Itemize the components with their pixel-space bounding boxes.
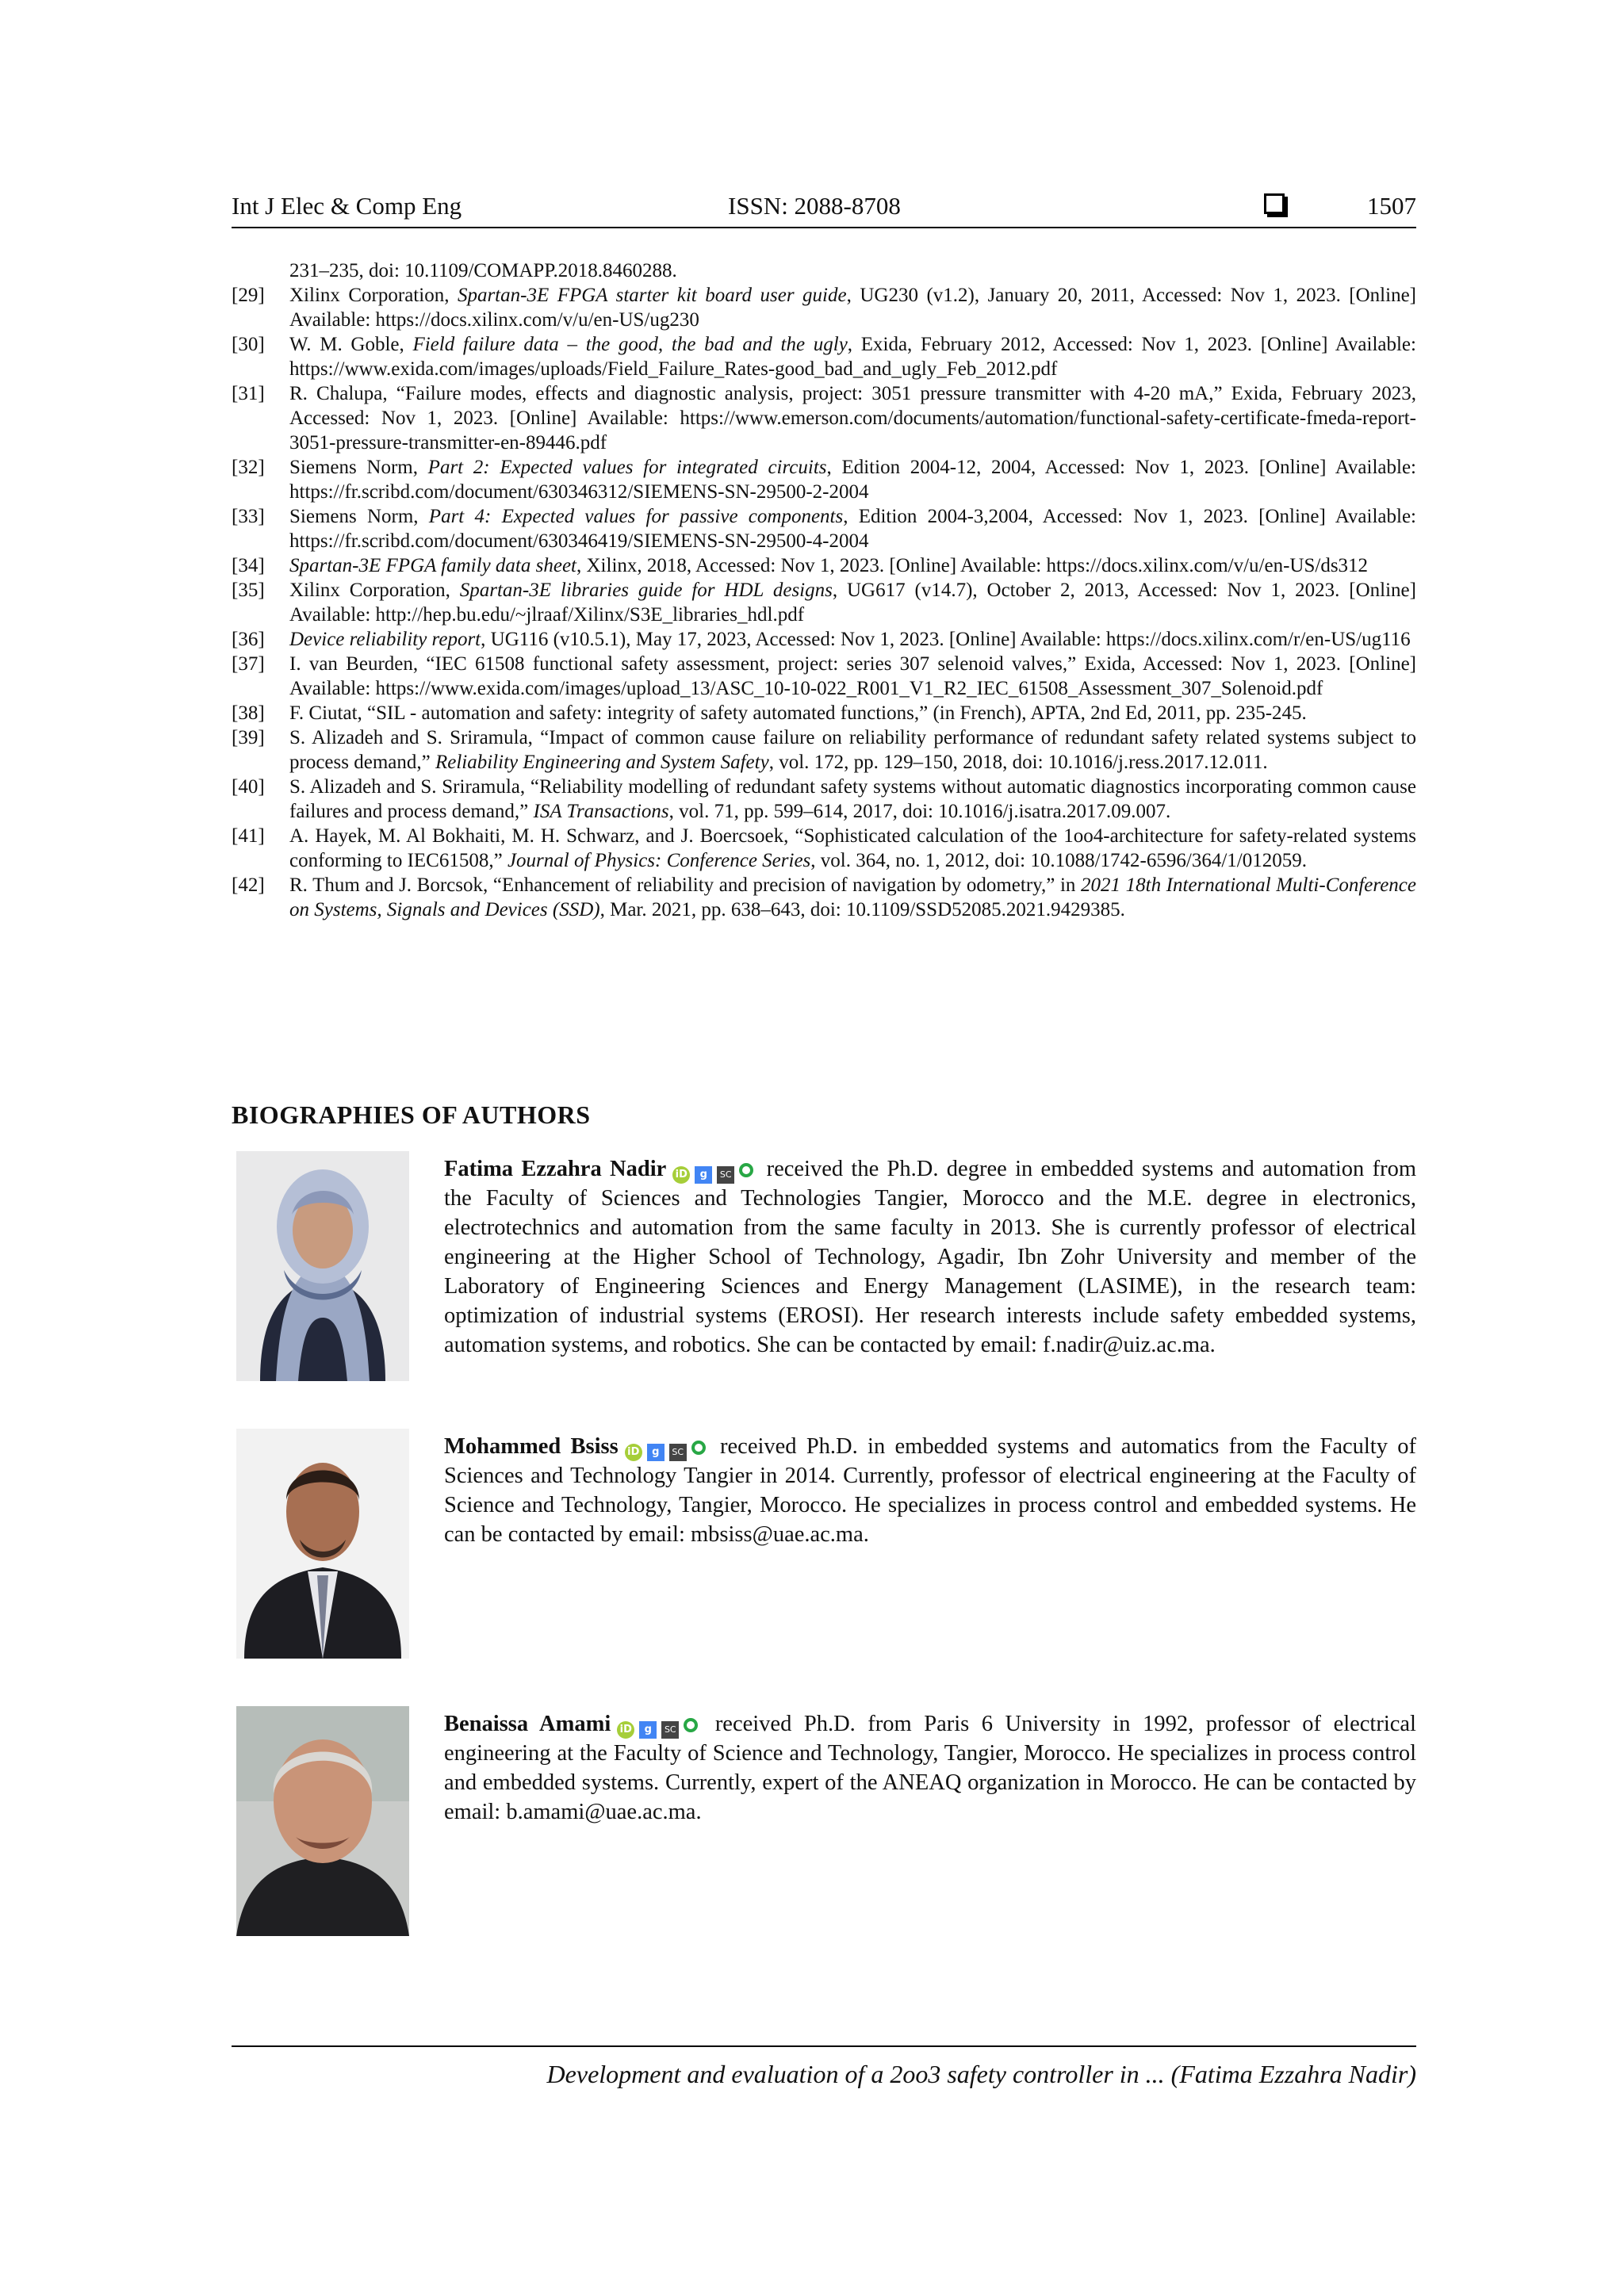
square-icon [1264,193,1285,214]
reference-number: [42] [232,874,265,896]
reference-item [232,578,1416,627]
reference-item [232,652,1416,701]
reference-part: , Mar. 2021, pp. 638–643, doi: 10.1109/SSD52085.2021.9429385. [599,899,1125,920]
reference-item [232,775,1416,824]
google-scholar-icon[interactable]: g [647,1444,665,1461]
reference-title: Spartan-3E libraries guide for HDL designs [459,580,833,601]
reference-number: [33] [232,506,265,527]
reference-text [289,874,1416,920]
page-header [232,189,1416,228]
reference-item [232,504,1416,553]
reference-number: [41] [232,825,265,847]
web-of-science-icon[interactable] [739,1163,753,1177]
reference-part: , UG116 (v10.5.1), May 17, 2023, Accessed: Nov 1, 2023. [Online] Available: https://docs.xilinx.com/r/en-US/ug116 [481,629,1411,650]
reference-number: [31] [232,383,265,404]
reference-text [289,506,1416,552]
reference-text [289,653,1416,699]
reference-part: S. Alizadeh and S. Sriramula, “Impact of common cause failure on reliability performance of redundant safety related systems subject to process demand,” [289,727,1416,773]
reference-part: W. M. Goble, [289,334,413,355]
google-scholar-icon[interactable]: g [639,1721,657,1739]
reference-part: I. van Beurden, “IEC 61508 functional safety assessment, project: series 307 selenoid valves,” Exida, Accessed: Nov 1, 2023. [Online] Available: https://www.exida.com/images/upload_13/ASC_10-10-022_R001_V1_R2_IEC_61508_Assessment_307_Solenoid.pdf [289,653,1416,699]
reference-text [289,285,1416,331]
reference-item [232,381,1416,455]
author-photo-bsiss [236,1429,409,1659]
reference-items [232,283,1416,922]
web-of-science-icon[interactable] [684,1718,698,1732]
reference-number: [37] [232,653,265,675]
google-scholar-icon[interactable]: g [695,1166,712,1184]
reference-part: Siemens Norm, [289,457,428,478]
reference-text [289,629,1411,650]
scopus-icon[interactable]: SC [669,1444,687,1461]
reference-text [289,334,1416,380]
reference-part: Xilinx Corporation, [289,285,458,306]
reference-title: Reliability Engineering and System Safety [435,752,769,773]
reference-continuation: 231–235, doi: 10.1109/COMAPP.2018.8460288. [289,260,677,281]
web-of-science-icon[interactable] [691,1441,706,1455]
reference-part: , vol. 172, pp. 129–150, 2018, doi: 10.1016/j.ress.2017.12.011. [768,752,1268,773]
reference-part: R. Chalupa, “Failure modes, effects and diagnostic analysis, project: 3051 pressure transmitter with 4-20 mA,” Exida, February 2023, Accessed: Nov 1, 2023. [Online] Available: https://www.emerson.com/documents/automation/functional-safety-certificate-fmeda-report-3051-pressure-transmitter-en-89446.pdf [289,383,1416,453]
reference-item [232,824,1416,873]
reference-number: [30] [232,334,265,355]
author-photo-nadir [236,1151,409,1381]
reference-number: [32] [232,457,265,478]
reference-part: , Edition 2004-12, 2004, Accessed: Nov 1, 2023. [Online] Available: https://fr.scribd.com/document/630346312/SIEMENS-SN-29500-2-2004 [289,457,1416,503]
issn: ISSN: 2088-8708 [728,192,901,220]
reference-item [232,873,1416,922]
reference-title: Journal of Physics: Conference Series [507,850,811,871]
reference-title: ISA Transactions [533,801,669,822]
reference-part: , Exida, February 2012, Accessed: Nov 1, 2023. [Online] Available: https://www.exida.com/images/uploads/Field_Failure_Rates-good_bad_and_ugly_Feb_2012.pdf [289,334,1416,380]
reference-part: , Edition 2004-3,2004, Accessed: Nov 1, 2023. [Online] Available: https://fr.scribd.com/document/630346419/SIEMENS-SN-29500-4-2004 [289,506,1416,552]
reference-item [232,553,1416,578]
reference-item [232,725,1416,775]
reference-item [232,332,1416,381]
orcid-icon[interactable]: iD [625,1444,642,1461]
reference-part: S. Alizadeh and S. Sriramula, “Reliability modelling of redundant safety systems without automatic diagnostics incorporating common cause failures and process demand,” [289,776,1416,822]
reference-part: Xilinx Corporation, [289,580,460,601]
scopus-icon[interactable]: SC [717,1166,734,1184]
reference-text [289,727,1416,773]
reference-part: , Xilinx, 2018, Accessed: Nov 1, 2023. [Online] Available: https://docs.xilinx.com/v/u/en-US/ds312 [576,555,1369,576]
author-description: received the Ph.D. degree in embedded systems and automation from the Faculty of Sciences and Technologies Tangier, Morocco and the M.E. degree in electronics, electrotechnics and automation from the same faculty in 2013. She is currently professor of electrical engineering at the Higher School of Technology, Agadir, Ibn Zohr University and member of the Laboratory of Engineering Sciences and Energy Management (LASIME), in the research team: optimization of industrial systems (EROSI). Her research interests include safety embedded systems, automation systems, and robotics. She can be contacted by email: f.nadir@uiz.ac.ma. [444,1157,1416,1357]
reference-title: Device reliability report [289,629,481,650]
reference-part: , UG230 (v1.2), January 20, 2011, Accessed: Nov 1, 2023. [Online] Available: https://docs.xilinx.com/v/u/en-US/ug230 [289,285,1416,331]
reference-text [289,457,1416,503]
reference-number: [36] [232,629,265,650]
reference-title: 2021 18th International Multi-Conference on Systems, Signals and Devices (SSD) [289,874,1416,920]
orcid-icon[interactable]: iD [672,1166,690,1184]
reference-part: , UG617 (v14.7), October 2, 2013, Accessed: Nov 1, 2023. [Online] Available: http://hep.bu.edu/~jlraaf/Xilinx/S3E_libraries_hdl.pdf [289,580,1416,626]
reference-part: , vol. 71, pp. 599–614, 2017, doi: 10.1016/j.isatra.2017.09.007. [668,801,1171,822]
reference-text [289,702,1307,724]
reference-part: Siemens Norm, [289,506,429,527]
reference-title: Spartan-3E FPGA family data sheet [289,555,576,576]
running-footer: Development and evaluation of a 2oo3 safety controller in ... (Fatima Ezzahra Nadir) [546,2060,1416,2088]
reference-text [289,776,1416,822]
reference-item [232,455,1416,504]
reference-number: [38] [232,702,265,724]
author-bio-text [444,1432,1416,1549]
reference-part: , vol. 364, no. 1, 2012, doi: 10.1088/1742-6596/364/1/012059. [810,850,1307,871]
reference-part: A. Hayek, M. Al Bokhaiti, M. H. Schwarz, and J. Boercsoek, “Sophisticated calculation of the 1oo4-architecture for safety-related systems conforming to IEC61508,” [289,825,1416,871]
author-description: received Ph.D. in embedded systems and automatics from the Faculty of Sciences and Technology Tangier in 2014. Currently, professor of electrical engineering at the Faculty of Science and Technology, Tangier, Morocco. He specializes in process control and embedded systems. He can be contacted by email: mbsiss@uae.ac.ma. [444,1434,1416,1547]
author-bio-text [444,1709,1416,1827]
reference-part: F. Ciutat, “SIL - automation and safety: integrity of safety automated functions,” (in French), APTA, 2nd Ed, 2011, pp. 235-245. [289,702,1307,724]
reference-title: Field failure data – the good, the bad and the ugly [412,334,848,355]
author-photo-amami [236,1706,409,1936]
reference-number: [34] [232,555,265,576]
reference-number: [39] [232,727,265,748]
reference-number: [40] [232,776,265,798]
journal-name: Int J Elec & Comp Eng [232,192,462,220]
author-description: received Ph.D. from Paris 6 University in 1992, professor of electrical engineering at the Faculty of Science and Technology, Tangier, Morocco. He specializes in process control and embedded systems. Currently, expert of the ANEAQ organization in Morocco. He can be contacted by email: b.amami@uae.ac.ma. [444,1712,1416,1824]
page-number: 1507 [1367,192,1416,220]
references-list [232,258,1416,922]
reference-number: [35] [232,580,265,601]
reference-part: R. Thum and J. Borcsok, “Enhancement of reliability and precision of navigation by odometry,” in [289,874,1082,896]
author-name: Benaissa Amami [444,1712,611,1736]
reference-text [289,580,1416,626]
page-footer [232,2045,1416,2088]
reference-title: Part 2: Expected values for integrated circuits [427,457,827,478]
reference-text [289,825,1416,871]
reference-title: Spartan-3E FPGA starter kit board user guide [457,285,847,306]
reference-item [232,701,1416,725]
reference-text [289,383,1416,453]
orcid-icon[interactable]: iD [617,1721,634,1739]
reference-title: Part 4: Expected values for passive components [428,506,844,527]
biographies-heading: BIOGRAPHIES OF AUTHORS [232,1100,591,1129]
author-name: Mohammed Bsiss [444,1434,619,1459]
reference-text [289,555,1368,576]
author-name: Fatima Ezzahra Nadir [444,1157,667,1181]
reference-number: [29] [232,285,265,306]
reference-item [232,627,1416,652]
author-bio-text [444,1154,1416,1360]
scopus-icon[interactable]: SC [661,1721,679,1739]
reference-item [232,283,1416,332]
